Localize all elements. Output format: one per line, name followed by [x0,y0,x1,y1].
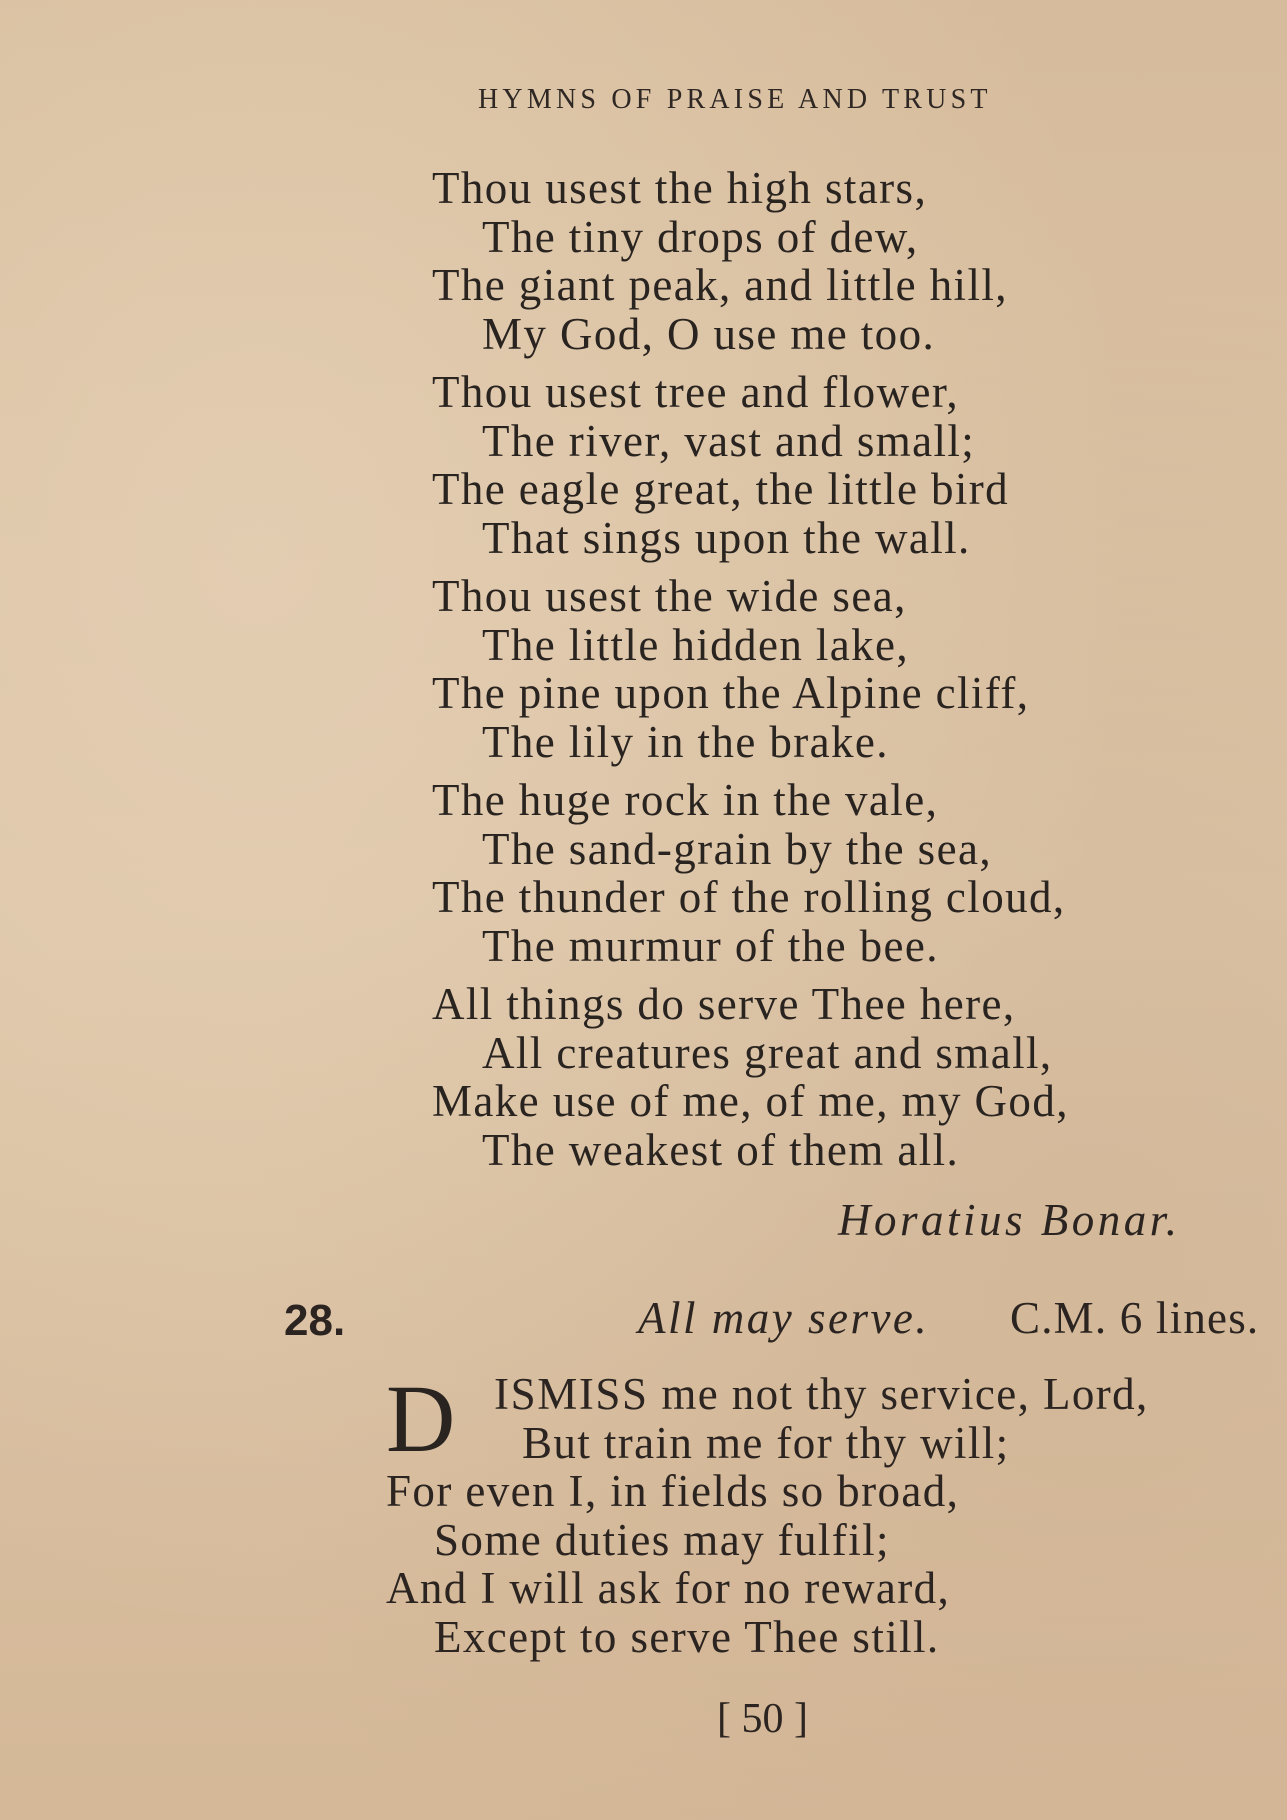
hymn-title: All may serve. [638,1293,930,1343]
drop-cap: D [386,1365,456,1472]
first-verse-line [386,1370,1266,1419]
verse-line: The murmur of the bee. [482,920,939,971]
verse-line: All things do serve Thee here, [432,979,1016,1029]
stanza-2 [432,368,1252,562]
stanza-5 [432,980,1252,1174]
verse-line: Thou usest the wide sea, [432,571,907,621]
stanza-4 [432,776,1252,970]
first-line-tail: me not thy service, Lord, [648,1369,1149,1419]
verse-line: For even I, in fields so broad, [386,1466,960,1516]
verse-line: The weakest of them all. [482,1124,960,1175]
running-head: HYMNS OF PRAISE AND TRUST [478,84,992,115]
hymn-meter: C.M. 6 lines. [1010,1293,1260,1343]
stanza-1 [432,164,1252,358]
verse-line: Thou usest the high stars, [432,163,928,213]
verse-line: The sand-grain by the sea, [482,823,992,874]
verse-line: The eagle great, the little bird [432,464,1010,514]
verse-line: The thunder of the rolling cloud, [432,872,1066,922]
verse-line: The giant peak, and little hill, [432,260,1008,310]
author-attribution: Horatius Bonar. [838,1195,1181,1245]
hymn-number: 28. [284,1296,346,1345]
verse-line: That sings upon the wall. [482,512,971,563]
first-word-caps: ISMISS [494,1369,649,1419]
verse-line: Thou usest tree and flower, [432,367,960,417]
verse-line: Some duties may fulfil; [434,1514,890,1565]
page-number: [ 50 ] [717,1696,808,1742]
verse-line: The lily in the brake. [482,716,889,767]
hymn-27-stanzas [432,164,1252,1184]
stanza-3 [432,572,1252,766]
verse-line: My God, O use me too. [482,308,936,359]
verse-line: The river, vast and small; [482,415,976,466]
verse-line: The tiny drops of dew, [482,211,919,262]
verse-line: The pine upon the Alpine cliff, [432,668,1030,718]
verse-line: But train me for thy will; [522,1417,1010,1468]
verse-line: Make use of me, of me, my God, [432,1076,1069,1126]
verse-line: The little hidden lake, [482,619,910,670]
verse-line: All creatures great and small, [482,1027,1053,1078]
hymn-28-text [386,1365,1266,1662]
verse-line: The huge rock in the vale, [432,775,939,825]
verse-line: Except to serve Thee still. [434,1611,940,1662]
verse-line: And I will ask for no reward, [386,1563,951,1613]
